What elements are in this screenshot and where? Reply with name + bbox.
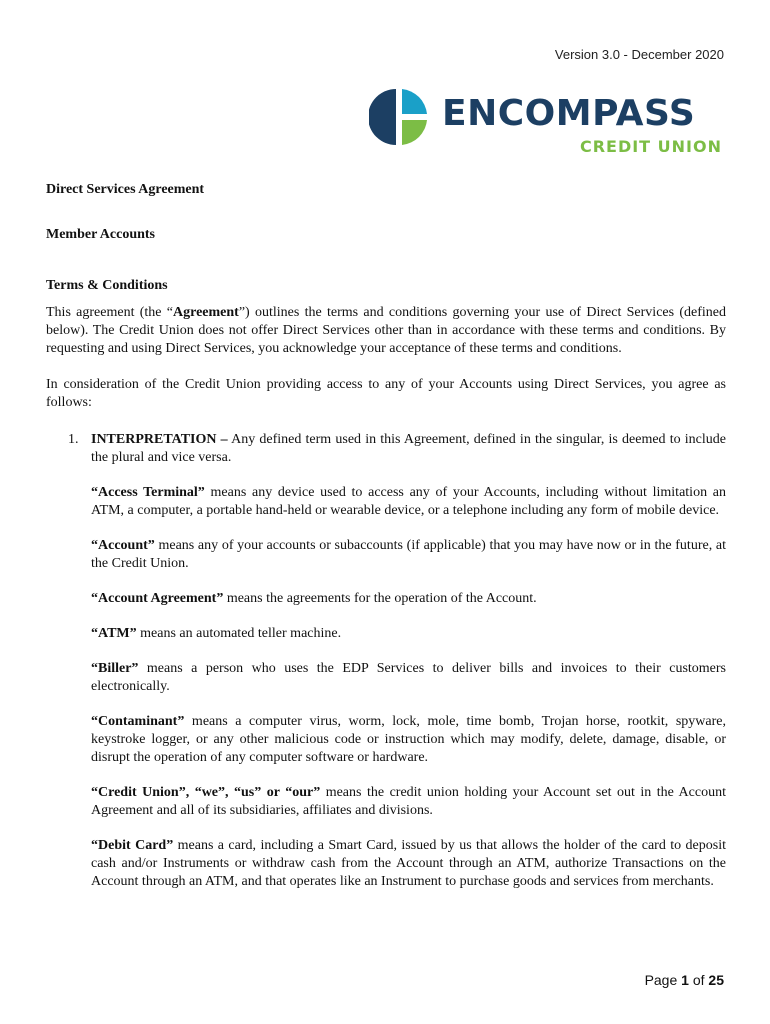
definition-term: “ATM” [91, 626, 137, 641]
definition-account-agreement [91, 590, 726, 608]
page-of-label: of [692, 972, 705, 988]
logo-mark-icon [369, 87, 429, 147]
definition-term: “Credit Union”, “we”, “us” or “our” [91, 785, 321, 800]
section-number: 1. [68, 432, 79, 447]
document-subtitle: Member Accounts [46, 227, 155, 242]
definition-term: “Account Agreement” [91, 591, 224, 606]
version-label: Version 3.0 - December 2020 [554, 47, 724, 62]
agreement-body [46, 181, 726, 891]
page-number: 1 [681, 972, 689, 988]
intro-paragraph [46, 304, 726, 358]
definition-text: means any of your accounts or subaccounts (if applicable) that you may have now or in the future, at the Credit Union. [91, 538, 726, 571]
intro-term: Agreement [173, 305, 239, 320]
definition-term: “Debit Card” [91, 838, 174, 853]
intro-pre: This agreement (the “ [46, 305, 174, 320]
consideration-paragraph: In consideration of the Credit Union providing access to any of your Accounts using Direct Services, you agree as follows: [46, 377, 726, 410]
encompass-logo [369, 85, 729, 160]
logo-teal-quarter [402, 89, 427, 114]
definition-access-terminal [91, 484, 726, 520]
definition-contaminant [91, 713, 726, 767]
page-footer [645, 972, 724, 988]
definition-text: means a computer virus, worm, lock, mole, time bomb, Trojan horse, rootkit, spyware, keystroke logger, or any other malicious code or instruction which may modify, delete, damage, disable, or disrupt the operation of any computer software or hardware. [91, 714, 726, 765]
interpretation-paragraph [91, 431, 726, 467]
definition-text: means a person who uses the EDP Services to deliver bills and invoices to their customers electronically. [91, 661, 726, 694]
total-pages: 25 [708, 972, 724, 988]
definition-text: means the agreements for the operation of the Account. [223, 591, 537, 606]
definition-atm [91, 625, 726, 643]
definition-text: means any device used to access any of your Accounts, including without limitation an ATM, a computer, a portable hand-held or wearable device, or a telephone including any form of mobile device. [91, 485, 726, 518]
numbered-section-1 [46, 431, 726, 891]
section-heading: Terms & Conditions [46, 278, 168, 293]
definition-term: “Contaminant” [91, 714, 185, 729]
definition-text: means a card, including a Smart Card, issued by us that allows the holder of the card to deposit cash and/or Instruments or withdraw cash from the Account through an ATM, authorize Transactions on the Account through an ATM, and that operates like an Instrument to purchase goods and services from merchants. [91, 838, 726, 889]
definition-text: means an automated teller machine. [136, 626, 342, 641]
logo-green-quarter [402, 120, 427, 145]
definition-credit-union [91, 784, 726, 820]
definition-account [91, 537, 726, 573]
definition-debit-card [91, 837, 726, 891]
logo-wordmark: ENCOMPASS [442, 93, 696, 134]
page-label: Page [644, 972, 678, 988]
definition-text: means the credit union holding your Account set out in the Account Agreement and all of its subsidiaries, affiliates and divisions. [91, 785, 726, 818]
logo-tagline: CREDIT UNION [579, 137, 722, 156]
document-title: Direct Services Agreement [46, 182, 205, 197]
definition-term: “Account” [91, 538, 155, 553]
logo-navy-half [369, 89, 396, 145]
interpretation-text: Any defined term used in this Agreement, defined in the singular, is deemed to include the plural and vice versa. [91, 432, 726, 465]
definition-term: “Biller” [91, 661, 139, 676]
interpretation-heading: INTERPRETATION – [91, 432, 228, 447]
definition-biller [91, 660, 726, 696]
intro-post: ”) outlines the terms and conditions governing your use of Direct Services (defined below). The Credit Union does not offer Direct Services other than in accordance with these terms and conditions. By requesting and using Direct Services, you acknowledge your acceptance of these terms and conditions. [46, 305, 726, 356]
definition-term: “Access Terminal” [91, 485, 205, 500]
